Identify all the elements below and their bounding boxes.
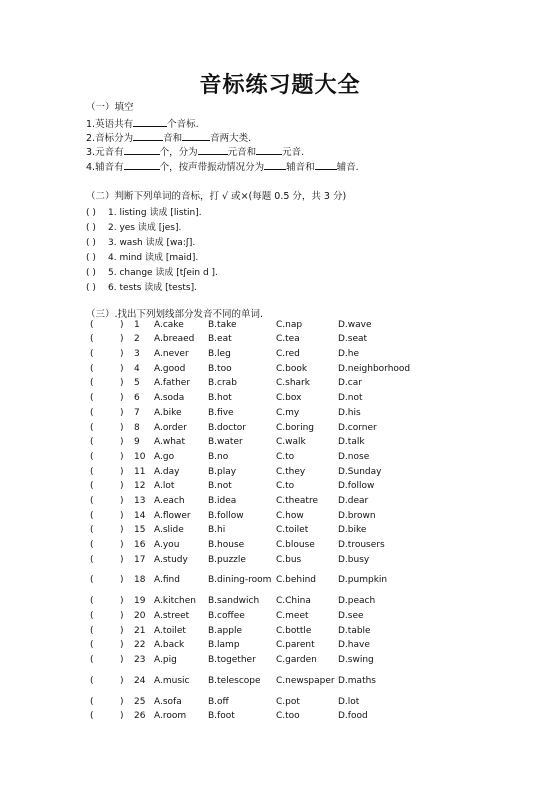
option-b: B.hi: [208, 525, 226, 535]
option-c: C.boring: [276, 423, 314, 433]
option-d: D.food: [338, 711, 368, 721]
question-number: 11: [134, 467, 146, 477]
answer-paren[interactable]: ( ): [86, 223, 96, 233]
option-c: C.too: [276, 711, 300, 721]
option-d: D.follow: [338, 481, 375, 491]
option-c: C.to: [276, 452, 295, 462]
option-c: C.bus: [276, 555, 302, 565]
answer-paren-close[interactable]: ): [120, 393, 124, 403]
option-a: A.what: [154, 437, 185, 447]
option-b: B.too: [208, 364, 232, 374]
option-c: C.to: [276, 481, 295, 491]
option-a: A.order: [154, 423, 187, 433]
option-d: D.not: [338, 393, 363, 403]
answer-paren-open[interactable]: (: [90, 320, 94, 330]
option-b: B.doctor: [208, 423, 246, 433]
option-b: B.hot: [208, 393, 232, 403]
option-a: A.toilet: [154, 626, 186, 636]
answer-paren-open[interactable]: (: [90, 364, 94, 374]
answer-paren-open[interactable]: (: [90, 467, 94, 477]
question-number: 20: [134, 611, 146, 621]
option-b: B.take: [208, 320, 237, 330]
q3-text-mid2: 元音和: [227, 147, 257, 158]
question-number: 5: [134, 378, 140, 388]
answer-paren-open[interactable]: (: [90, 540, 94, 550]
option-d: D.brown: [338, 511, 376, 521]
option-b: B.five: [208, 408, 234, 418]
q4-text-mid2: 辅音和: [286, 162, 315, 173]
option-a: A.each: [154, 496, 185, 506]
answer-paren-open[interactable]: (: [90, 496, 94, 506]
option-d: D.bike: [338, 525, 367, 535]
question-number: 13: [134, 496, 146, 506]
fill-question-3: [86, 144, 304, 158]
option-a: A.soda: [154, 393, 185, 403]
option-a: A.bike: [154, 408, 182, 418]
question-number: 25: [134, 697, 146, 707]
option-d: D.nose: [338, 452, 370, 462]
option-b: B.house: [208, 540, 245, 550]
answer-paren-open[interactable]: (: [90, 525, 94, 535]
answer-paren-open[interactable]: (: [90, 640, 94, 650]
answer-blank[interactable]: [124, 160, 160, 170]
q3-text-mid1: 个，分为: [159, 147, 198, 158]
option-b: B.together: [208, 655, 256, 665]
option-a: A.you: [154, 540, 180, 550]
question-number: 22: [134, 640, 146, 650]
answer-paren-open[interactable]: (: [90, 575, 94, 585]
answer-paren-close[interactable]: ): [120, 640, 124, 650]
option-d: D.Sunday: [338, 467, 382, 477]
answer-paren-close[interactable]: ): [120, 408, 124, 418]
option-c: C.toilet: [276, 525, 309, 535]
option-c: C.China: [276, 596, 311, 606]
option-c: C.book: [276, 364, 308, 374]
answer-paren-close[interactable]: ): [120, 481, 124, 491]
answer-paren-close[interactable]: ): [120, 626, 124, 636]
answer-paren-open[interactable]: (: [90, 611, 94, 621]
answer-paren-close[interactable]: ): [120, 676, 124, 686]
answer-paren-close[interactable]: ): [120, 555, 124, 565]
answer-paren-open[interactable]: (: [90, 711, 94, 721]
section2-heading: （二）判断下列单词的音标，打 √ 或×(每题 0.5 分，共 3 分): [86, 191, 347, 202]
section3-heading: （三）.找出下列划线部分发音不同的单词.: [86, 309, 264, 320]
answer-paren-close[interactable]: ): [120, 711, 124, 721]
option-c: C.pot: [276, 697, 300, 707]
judge-item: [86, 235, 195, 248]
option-c: C.theatre: [276, 496, 318, 506]
answer-paren-close[interactable]: ): [120, 437, 124, 447]
option-a: A.find: [154, 575, 180, 585]
question-number: 8: [134, 423, 140, 433]
option-d: D.lot: [338, 697, 360, 707]
question-number: 17: [134, 555, 146, 565]
option-c: C.red: [276, 349, 300, 359]
option-c: C.walk: [276, 437, 306, 447]
answer-blank[interactable]: [315, 160, 337, 170]
question-number: 15: [134, 525, 146, 535]
option-c: C.nap: [276, 320, 303, 330]
option-d: D.talk: [338, 437, 365, 447]
question-number: 26: [134, 711, 146, 721]
question-number: 4: [134, 364, 140, 374]
section1-heading: （一）填空: [86, 102, 134, 113]
q1-text-end: 个音标.: [167, 119, 199, 130]
option-c: C.blouse: [276, 540, 315, 550]
question-number: 12: [134, 481, 146, 491]
judge-text: 6. tests 读成 [tests].: [108, 283, 197, 293]
answer-paren-close[interactable]: ): [120, 467, 124, 477]
option-d: D.see: [338, 611, 364, 621]
option-a: A.cake: [154, 320, 184, 330]
option-a: A.pig: [154, 655, 177, 665]
answer-paren-open[interactable]: (: [90, 555, 94, 565]
answer-paren-close[interactable]: ): [120, 540, 124, 550]
option-d: D.car: [338, 378, 362, 388]
option-a: A.good: [154, 364, 186, 374]
q4-text-mid1: 个，按声带振动情况分为: [159, 162, 265, 173]
judge-text: 3. wash 读成 [wa:ʃ].: [108, 238, 196, 248]
answer-blank[interactable]: [198, 145, 228, 155]
option-b: B.foot: [208, 711, 235, 721]
option-a: A.room: [154, 711, 187, 721]
fill-question-2: [86, 130, 251, 144]
judge-text: 1. listing 读成 [listin].: [108, 208, 202, 218]
answer-paren-open[interactable]: (: [90, 511, 94, 521]
answer-paren-close[interactable]: ): [120, 655, 124, 665]
answer-paren-close[interactable]: ): [120, 511, 124, 521]
option-c: C.how: [276, 511, 304, 521]
answer-paren-open[interactable]: (: [90, 676, 94, 686]
option-a: A.kitchen: [154, 596, 196, 606]
answer-paren[interactable]: ( ): [86, 268, 96, 278]
judge-item: [86, 220, 181, 233]
question-number: 21: [134, 626, 146, 636]
option-b: B.play: [208, 467, 237, 477]
answer-paren-close[interactable]: ): [120, 496, 124, 506]
answer-paren-close[interactable]: ): [120, 364, 124, 374]
option-b: B.crab: [208, 378, 237, 388]
option-b: B.not: [208, 481, 232, 491]
option-b: B.sandwich: [208, 596, 260, 606]
q2-text: 2.音标分为: [86, 133, 134, 144]
answer-blank[interactable]: [256, 145, 282, 155]
option-b: B.leg: [208, 349, 231, 359]
question-number: 10: [134, 452, 146, 462]
option-d: D.seat: [338, 334, 368, 344]
option-c: C.garden: [276, 655, 317, 665]
judge-text: 4. mind 读成 [maid].: [108, 253, 199, 263]
option-a: A.day: [154, 467, 180, 477]
answer-paren-open[interactable]: (: [90, 378, 94, 388]
answer-paren[interactable]: ( ): [86, 208, 96, 218]
option-c: C.they: [276, 467, 306, 477]
option-d: D.wave: [338, 320, 372, 330]
answer-paren-open[interactable]: (: [90, 349, 94, 359]
answer-paren-close[interactable]: ): [120, 611, 124, 621]
option-c: C.shark: [276, 378, 310, 388]
option-d: D.busy: [338, 555, 370, 565]
answer-blank[interactable]: [182, 131, 210, 141]
answer-paren-open[interactable]: (: [90, 626, 94, 636]
answer-paren[interactable]: ( ): [86, 238, 96, 248]
option-b: B.follow: [208, 511, 244, 521]
option-d: D.table: [338, 626, 371, 636]
option-d: D.dear: [338, 496, 369, 506]
option-b: B.off: [208, 697, 229, 707]
answer-paren-close[interactable]: ): [120, 697, 124, 707]
option-d: D.have: [338, 640, 370, 650]
option-b: B.telescope: [208, 676, 261, 686]
question-number: 1: [134, 320, 140, 330]
option-d: D.he: [338, 349, 360, 359]
option-a: A.music: [154, 676, 190, 686]
question-number: 6: [134, 393, 140, 403]
option-a: A.father: [154, 378, 191, 388]
option-a: A.sofa: [154, 697, 182, 707]
answer-blank[interactable]: [264, 160, 286, 170]
answer-paren-close[interactable]: ): [120, 525, 124, 535]
option-b: B.dining-room: [208, 575, 272, 585]
judge-item: [86, 265, 218, 278]
option-a: A.back: [154, 640, 185, 650]
answer-paren-close[interactable]: ): [120, 423, 124, 433]
question-number: 18: [134, 575, 146, 585]
option-b: B.water: [208, 437, 243, 447]
judge-text: 2. yes 读成 [jes].: [108, 223, 182, 233]
q2-text-end: 音两大类.: [210, 133, 252, 144]
option-c: C.my: [276, 408, 300, 418]
answer-paren[interactable]: ( ): [86, 283, 96, 293]
option-b: B.apple: [208, 626, 243, 636]
fill-question-4: [86, 159, 359, 173]
option-d: D.swing: [338, 655, 374, 665]
judge-text: 5. change 读成 [tʃein d ].: [108, 268, 218, 278]
option-d: D.neighborhood: [338, 364, 411, 374]
option-c: C.box: [276, 393, 302, 403]
option-c: C.tea: [276, 334, 300, 344]
question-number: 3: [134, 349, 140, 359]
option-c: C.parent: [276, 640, 315, 650]
option-a: A.study: [154, 555, 188, 565]
q3-text: 3.元音有: [86, 147, 124, 158]
q2-text-mid: 音和: [163, 133, 183, 144]
option-a: A.flower: [154, 511, 191, 521]
option-c: C.newspaper: [276, 676, 335, 686]
page-title: 音标练习题大全: [199, 73, 361, 98]
option-c: C.behind: [276, 575, 317, 585]
option-d: D.his: [338, 408, 361, 418]
answer-blank[interactable]: [124, 145, 160, 155]
answer-paren-close[interactable]: ): [120, 575, 124, 585]
option-a: A.slide: [154, 525, 184, 535]
question-number: 19: [134, 596, 146, 606]
answer-paren-open[interactable]: (: [90, 596, 94, 606]
q4-text: 4.辅音有: [86, 162, 124, 173]
option-d: D.pumpkin: [338, 575, 388, 585]
option-c: C.bottle: [276, 626, 312, 636]
answer-paren-open[interactable]: (: [90, 408, 94, 418]
answer-paren-open[interactable]: (: [90, 334, 94, 344]
option-b: B.no: [208, 452, 229, 462]
fill-question-1: [86, 116, 199, 130]
answer-paren-close[interactable]: ): [120, 378, 124, 388]
option-d: D.peach: [338, 596, 376, 606]
q4-text-end: 辅音.: [336, 162, 359, 173]
option-a: A.go: [154, 452, 175, 462]
q3-text-end: 元音.: [282, 147, 305, 158]
question-number: 24: [134, 676, 146, 686]
question-number: 16: [134, 540, 146, 550]
option-b: B.lamp: [208, 640, 240, 650]
judge-item: [86, 205, 202, 218]
judge-item: [86, 280, 197, 293]
answer-paren-open[interactable]: (: [90, 423, 94, 433]
question-number: 14: [134, 511, 146, 521]
answer-paren-open[interactable]: (: [90, 437, 94, 447]
answer-blank[interactable]: [133, 131, 163, 141]
answer-paren-close[interactable]: ): [120, 334, 124, 344]
option-a: A.street: [154, 611, 190, 621]
option-b: B.idea: [208, 496, 237, 506]
answer-blank[interactable]: [133, 117, 167, 127]
question-number: 23: [134, 655, 146, 665]
option-d: D.trousers: [338, 540, 385, 550]
answer-paren-close[interactable]: ): [120, 349, 124, 359]
answer-paren-open[interactable]: (: [90, 481, 94, 491]
answer-paren-open[interactable]: (: [90, 655, 94, 665]
answer-paren-close[interactable]: ): [120, 596, 124, 606]
option-a: A.never: [154, 349, 189, 359]
question-number: 9: [134, 437, 140, 447]
question-number: 2: [134, 334, 140, 344]
answer-paren-open[interactable]: (: [90, 452, 94, 462]
option-b: B.puzzle: [208, 555, 246, 565]
answer-paren-close[interactable]: ): [120, 452, 124, 462]
option-b: B.eat: [208, 334, 232, 344]
judge-item: [86, 250, 198, 263]
answer-paren[interactable]: ( ): [86, 253, 96, 263]
option-c: C.meet: [276, 611, 309, 621]
answer-paren-close[interactable]: ): [120, 320, 124, 330]
answer-paren-open[interactable]: (: [90, 697, 94, 707]
option-a: A.lot: [154, 481, 175, 491]
answer-paren-open[interactable]: (: [90, 393, 94, 403]
question-number: 7: [134, 408, 140, 418]
option-b: B.coffee: [208, 611, 245, 621]
option-d: D.maths: [338, 676, 376, 686]
option-d: D.corner: [338, 423, 377, 433]
option-a: A.breaed: [154, 334, 195, 344]
q1-text: 1.英语共有: [86, 119, 134, 130]
